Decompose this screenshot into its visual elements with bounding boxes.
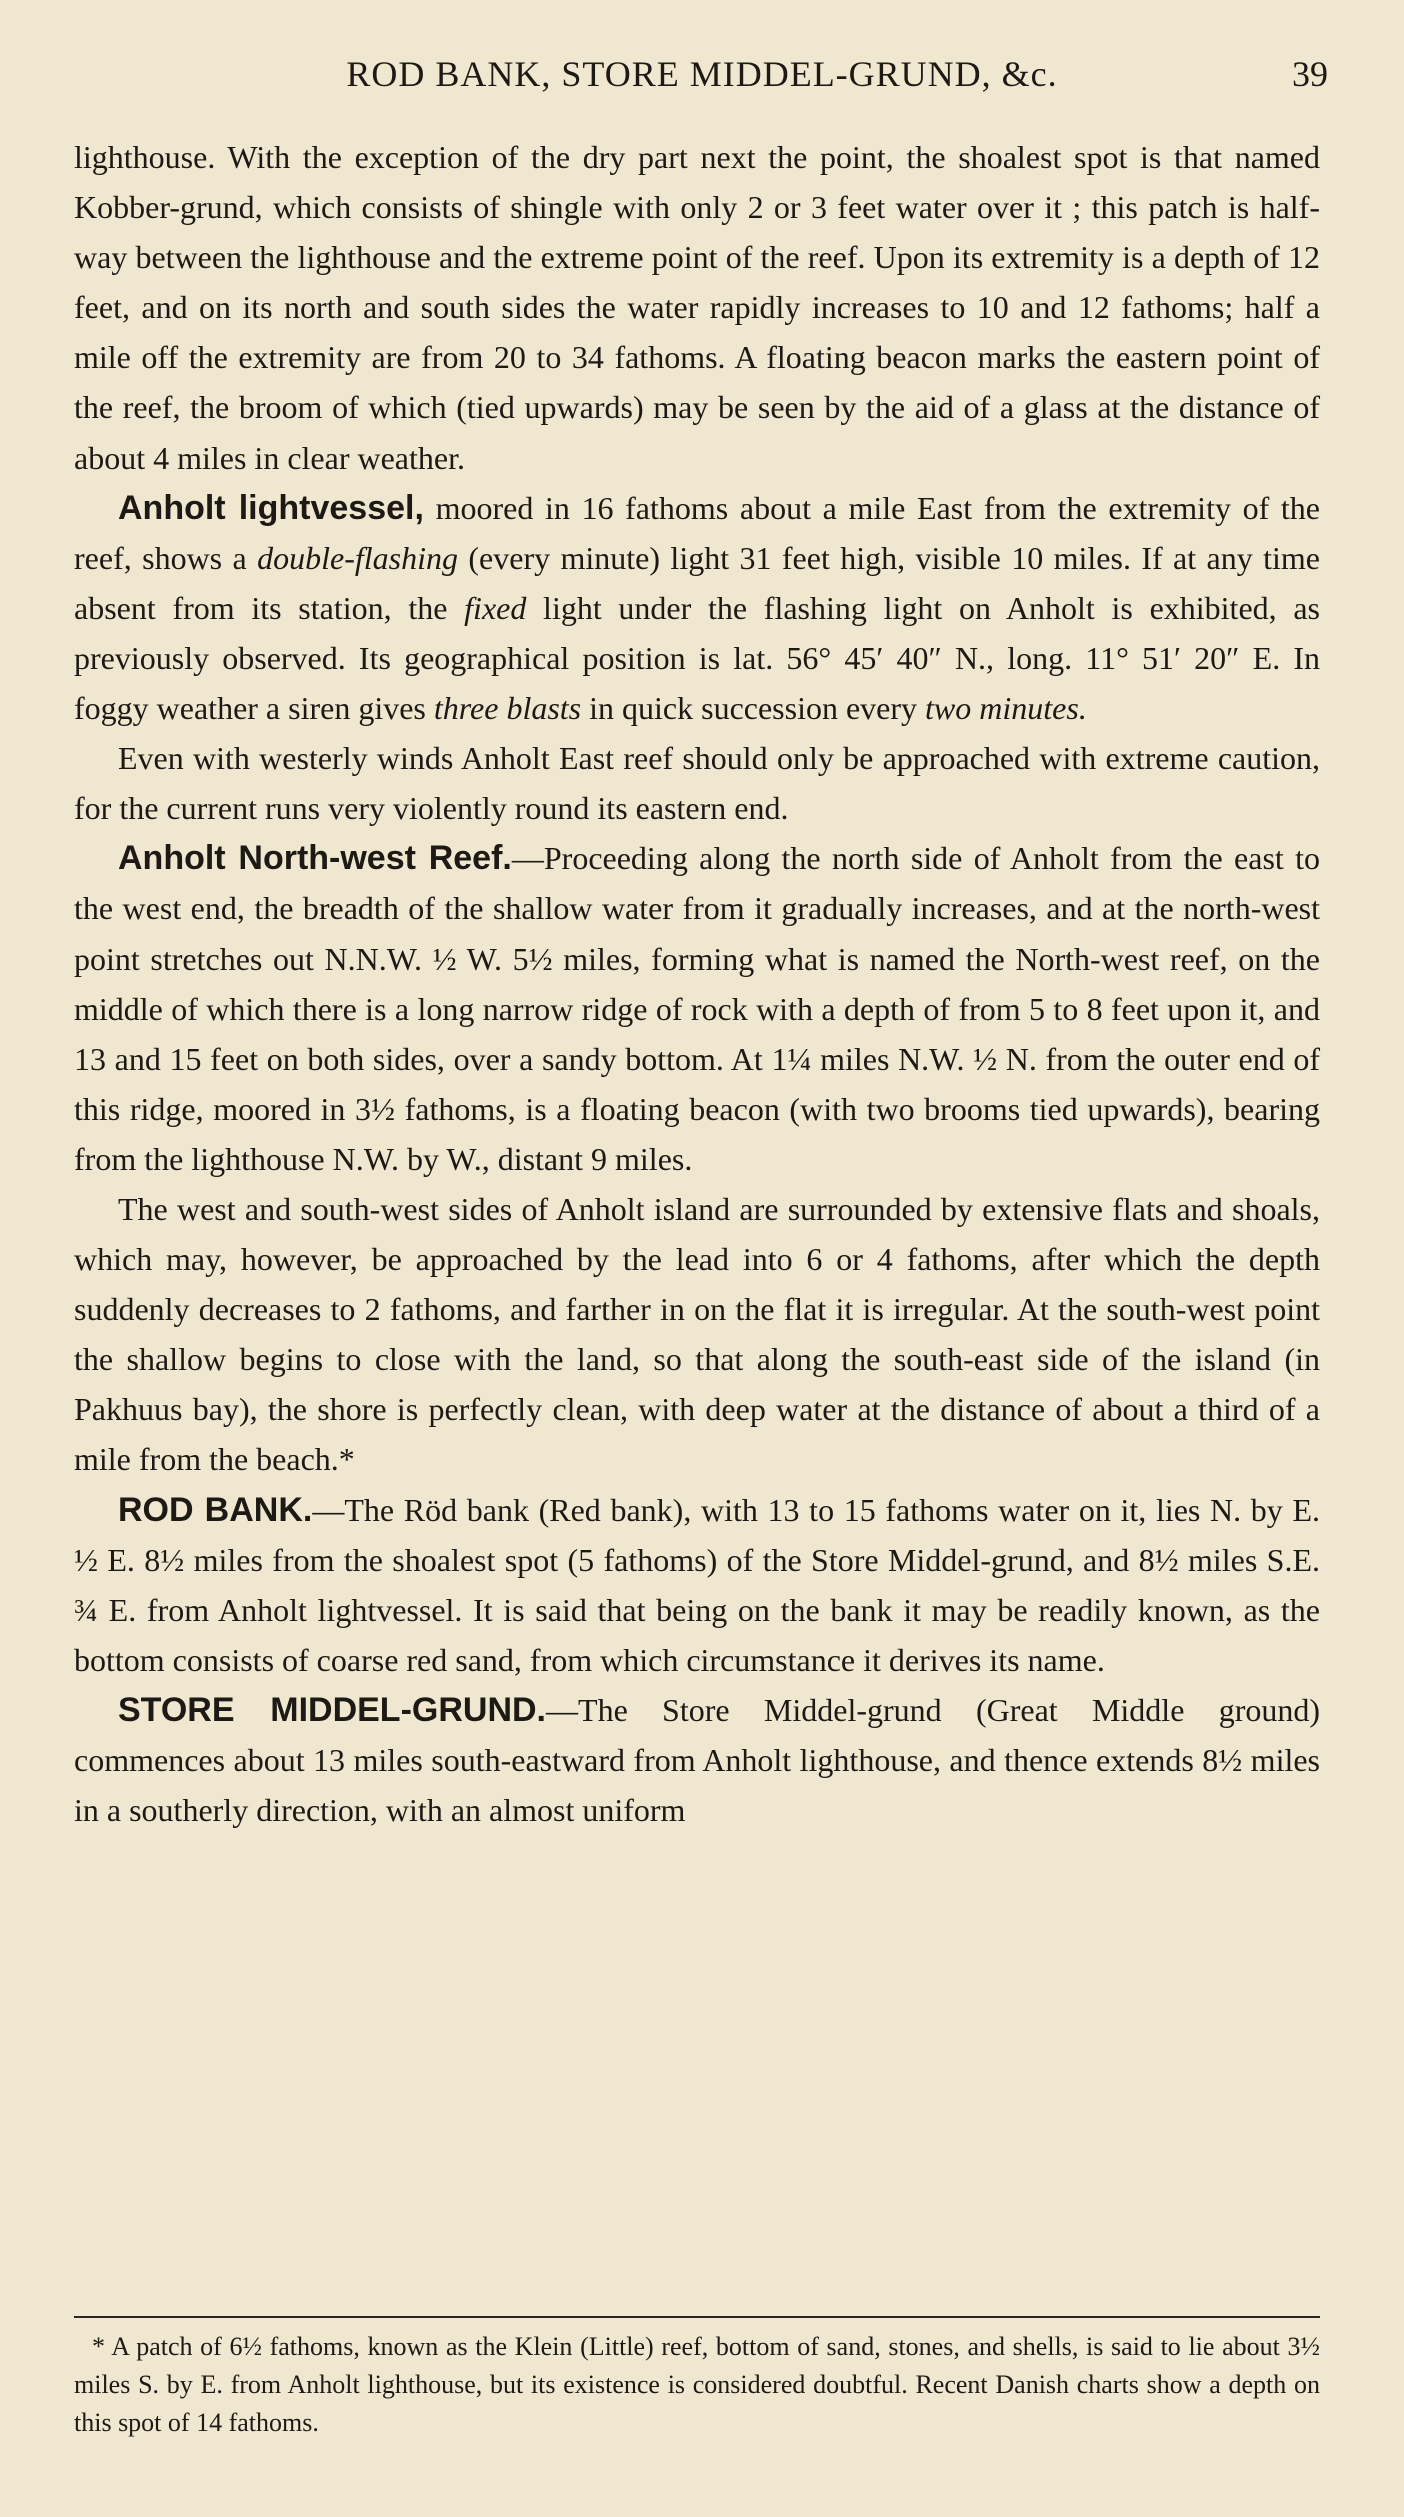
- paragraph-text: The west and south-west sides of Anholt island are surrounded by extensive flats and shoals, which may, however, be approached by the lead into 6 or 4 fathoms, after which the depth suddenly decreases to 2 fathoms, and farther in on the flat it is irregular. At the south-west point the shallow begins to close with the land, so that along the south-east side of the island (in Pakhuus bay), the shore is perfectly clean, with deep water at the distance of about a third of a mile from the beach.*: [74, 1190, 1320, 1478]
- footnote: [74, 2328, 1320, 2442]
- footnote-text: * A patch of 6½ fathoms, known as the Klein (Little) reef, bottom of sand, stones, and shells, is said to lie about 3½ miles S. by E. from Anholt lighthouse, but its existence is considered doubtful. Recent Danish charts show a depth on this spot of 14 fathoms.: [74, 2332, 1320, 2437]
- body-text: [74, 132, 1320, 1835]
- paragraph-text: light under the flashing light on Anholt is exhibited, as previously observed. Its geographical position is lat. 56° 45′ 40″ N., long. 11° 51′ 20″ E. In foggy weather a siren gives: [74, 589, 1321, 727]
- paragraph-text: —The Röd bank (Red bank), with 13 to 15 fathoms water on it, lies N. by E. ½ E. 8½ miles from the shoalest spot (5 fathoms) of the Store Middel-grund, and 8½ miles S.E. ¾ E. from Anholt lightvessel. It is said that being on the bank it may be readily known, as the bottom consists of coarse red sand, from which circumstance it derives its name.: [74, 1491, 1320, 1678]
- paragraph-north-west-reef: [74, 833, 1320, 1184]
- paragraph-anholt-lightvessel: [74, 483, 1320, 733]
- section-heading-store-middel-grund: STORE MIDDEL-GRUND.: [118, 1690, 547, 1729]
- paragraph-rod-bank: [74, 1485, 1320, 1685]
- italic-phrase: three blasts: [433, 690, 582, 727]
- running-title: ROD BANK, STORE MIDDEL-GRUND, &c.: [346, 54, 1058, 94]
- section-heading-anholt-lightvessel: Anholt lightvessel,: [118, 488, 424, 527]
- paragraph-text: Even with westerly winds Anholt East reef should only be approached with extreme caution, for the current runs very violently round its eastern end.: [74, 740, 1320, 827]
- paragraph-text: (every minute) light 31 feet high, visible 10 miles. If at any time absent from its station, the: [74, 539, 1321, 626]
- paragraph-text: —The Store Middel-grund (Great Middle ground) commences about 13 miles south-eastward from Anholt lighthouse, and thence extends 8½ miles in a southerly direction, with an almost uniform: [74, 1691, 1321, 1829]
- italic-phrase: two minutes.: [925, 690, 1087, 727]
- section-heading-rod-bank: ROD BANK.: [118, 1490, 313, 1529]
- paragraph-text: lighthouse. With the exception of the dry part next the point, the shoalest spot is that named Kobber-grund, which consists of shingle with only 2 or 3 feet water over it ; this patch is half-way between the lighthouse and the extreme point of the reef. Upon its extremity is a depth of 12 feet, and on its north and south sides the water rapidly increases to 10 and 12 fathoms; half a mile off the extremity are from 20 to 34 fathoms. A floating beacon marks the eastern point of the reef, the broom of which (tied upwards) may be seen by the aid of a glass at the distance of about 4 miles in clear weather.: [74, 139, 1320, 476]
- paragraph-east-reef-caution: [74, 733, 1320, 833]
- running-head: [76, 46, 1328, 102]
- paragraph-text: —Proceeding along the north side of Anholt from the east to the west end, the breadth of the shallow water from it gradually increases, and at the north-west point stretches out N.N.W. ½ W. 5½ miles, forming what is named the North-west reef, on the middle of which there is a long narrow ridge of rock with a depth of from 5 to 8 feet upon it, and 13 and 15 feet on both sides, over a sandy bottom. At 1¼ miles N.W. ½ N. from the outer end of this ridge, moored in 3½ fathoms, is a floating beacon (with two brooms tied upwards), bearing from the lighthouse N.W. by W., distant 9 miles.: [74, 840, 1321, 1177]
- paragraph-text: moored in 16 fathoms about a mile East from the extremity of the reef, shows a: [74, 489, 1321, 576]
- page-number: 39: [1292, 54, 1328, 94]
- paragraph-store-middel-grund: [74, 1685, 1320, 1835]
- paragraph-west-side-flats: [74, 1184, 1320, 1485]
- paragraph-text: in quick succession every: [581, 690, 926, 727]
- section-heading-north-west-reef: Anholt North-west Reef.: [118, 839, 512, 878]
- footnote-divider: [74, 2316, 1320, 2318]
- paragraph-kobber-grund: [74, 132, 1320, 483]
- italic-phrase: double-flashing: [257, 539, 458, 576]
- italic-phrase: fixed: [464, 589, 527, 626]
